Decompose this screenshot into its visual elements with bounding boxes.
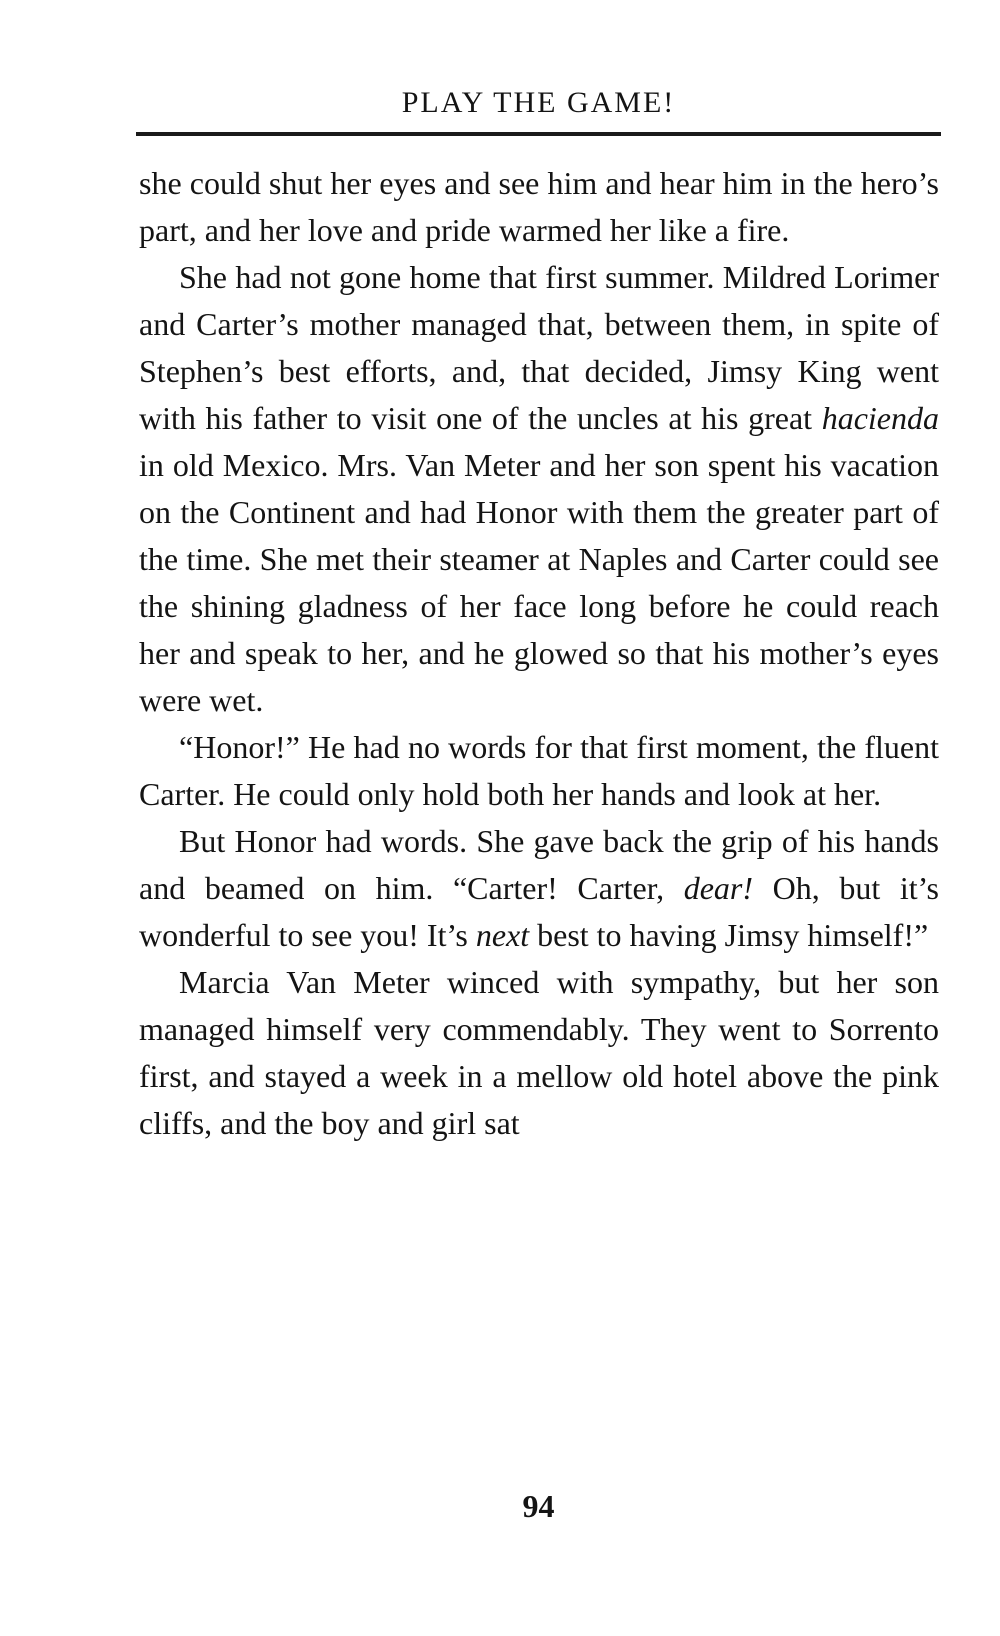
paragraph — [139, 818, 939, 959]
paragraph — [139, 160, 939, 254]
page-number: 94 — [522, 1488, 555, 1524]
text-run: But Honor had words. She gave back the grip of his hands and beamed on him. “Carter! Carter, — [139, 823, 939, 906]
paragraph — [139, 724, 939, 818]
italic-text-run: next — [475, 917, 530, 953]
paragraph — [139, 254, 939, 724]
text-run: Marcia Van Meter winced with sympathy, but her son managed himself very commendably. They went to Sorrento first, and stayed a week in a mellow old hotel above the pink cliffs, and the boy and girl sat — [139, 964, 939, 1141]
text-run: she could shut her eyes and see him and hear him in the hero’s part, and her love and pride warmed her like a fire. — [139, 165, 939, 248]
text-run: “Honor!” He had no words for that first moment, the fluent Carter. He could only hold both her hands and look at her. — [139, 729, 939, 812]
text-run: She had not gone home that first summer. Mildred Lorimer and Carter’s mother managed that, between them, in spite of Stephen’s best efforts, and, that decided, Jimsy King went with his father to visit one of the uncles at his great — [139, 259, 939, 436]
text-run: in old Mexico. Mrs. Van Meter and her son spent his vacation on the Continent and had Honor with them the greater part of the time. She met their steamer at Naples and Carter could see the shining gladness of her face long before he could reach her and speak to her, and he glowed so that his mother’s eyes were wet. — [139, 447, 939, 718]
running-head: PLAY THE GAME! — [401, 86, 676, 119]
header-rule — [136, 132, 941, 136]
italic-text-run: dear! — [683, 870, 754, 906]
text-run: Oh, but it’s wonderful to see you! It’s — [139, 870, 940, 953]
italic-text-run: hacienda — [821, 400, 939, 436]
paragraph — [139, 959, 939, 1147]
text-run: best to having Jimsy himself!” — [529, 917, 929, 953]
body-text — [139, 160, 939, 1147]
